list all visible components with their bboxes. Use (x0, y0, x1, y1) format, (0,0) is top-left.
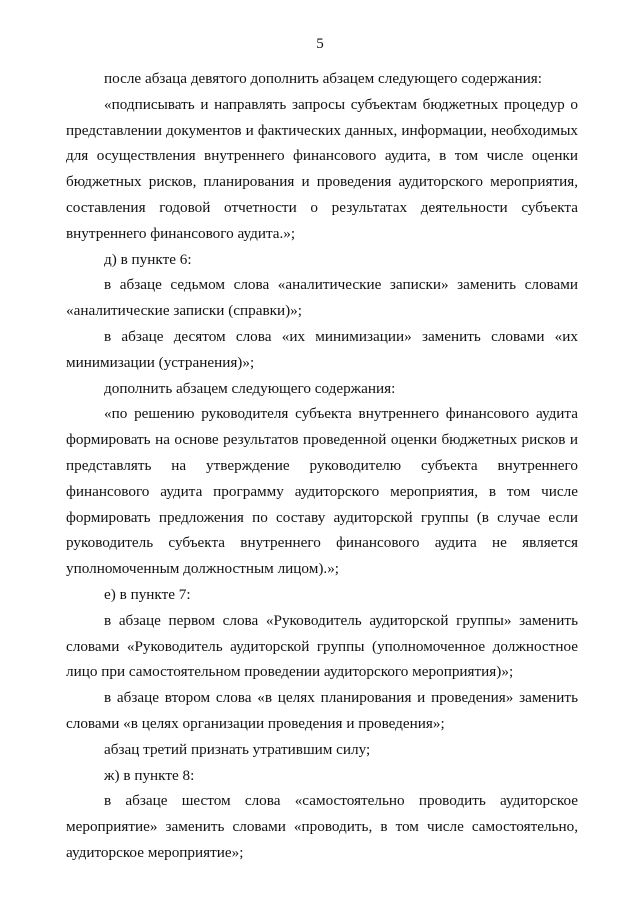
paragraph: абзац третий признать утратившим силу; (104, 740, 371, 758)
paragraph: «по решению руководителя субъекта внутреннего финансового аудита формировать на основе результатов проведенной оценки бюджетных рисков и представлять на утверждение руководителю субъекта внутреннего финансового аудита программу аудиторского мероприятия, в том числе формировать предложения по составу аудиторской группы (в случае если руководитель субъекта внутреннего финансового аудита не является уполномоченным должностным лицом).»; (66, 405, 578, 578)
document-body (66, 66, 578, 866)
paragraph: в абзаце первом слова «Руководитель аудиторской группы» заменить словами «Руководитель аудиторской группы (уполномоченное должностное лицо при самостоятельном проведении аудиторского мероприятия)»; (66, 611, 578, 681)
paragraph: в абзаце втором слова «в целях планирования и проведения» заменить словами «в целях организации проведения и проведения»; (66, 689, 578, 732)
paragraph: «подписывать и направлять запросы субъектам бюджетных процедур о представлении документов и фактических данных, информации, необходимых для осуществления внутреннего финансового аудита, в том числе оценки бюджетных рисков, планирования и проведения аудиторского мероприятия, составления годовой отчетности о результатах деятельности субъекта внутреннего финансового аудита.»; (66, 95, 578, 242)
paragraph: в абзаце десятом слова «их минимизации» заменить словами «их минимизации (устранения)»; (66, 327, 578, 371)
paragraph: после абзаца девятого дополнить абзацем следующего содержания: (104, 70, 542, 87)
paragraph: дополнить абзацем следующего содержания: (104, 379, 396, 397)
paragraph: в абзаце шестом слова «самостоятельно проводить аудиторское мероприятие» заменить словами «проводить, в том числе самостоятельно, аудиторское мероприятие»; (66, 792, 578, 861)
paragraph: в абзаце седьмом слова «аналитические записки» заменить словами «аналитические записки (справки)»; (66, 276, 578, 320)
paragraph: е) в пункте 7: (104, 585, 191, 603)
page-number: 5 (316, 36, 324, 52)
paragraph: д) в пункте 6: (104, 250, 192, 268)
paragraph: ж) в пункте 8: (104, 766, 195, 784)
